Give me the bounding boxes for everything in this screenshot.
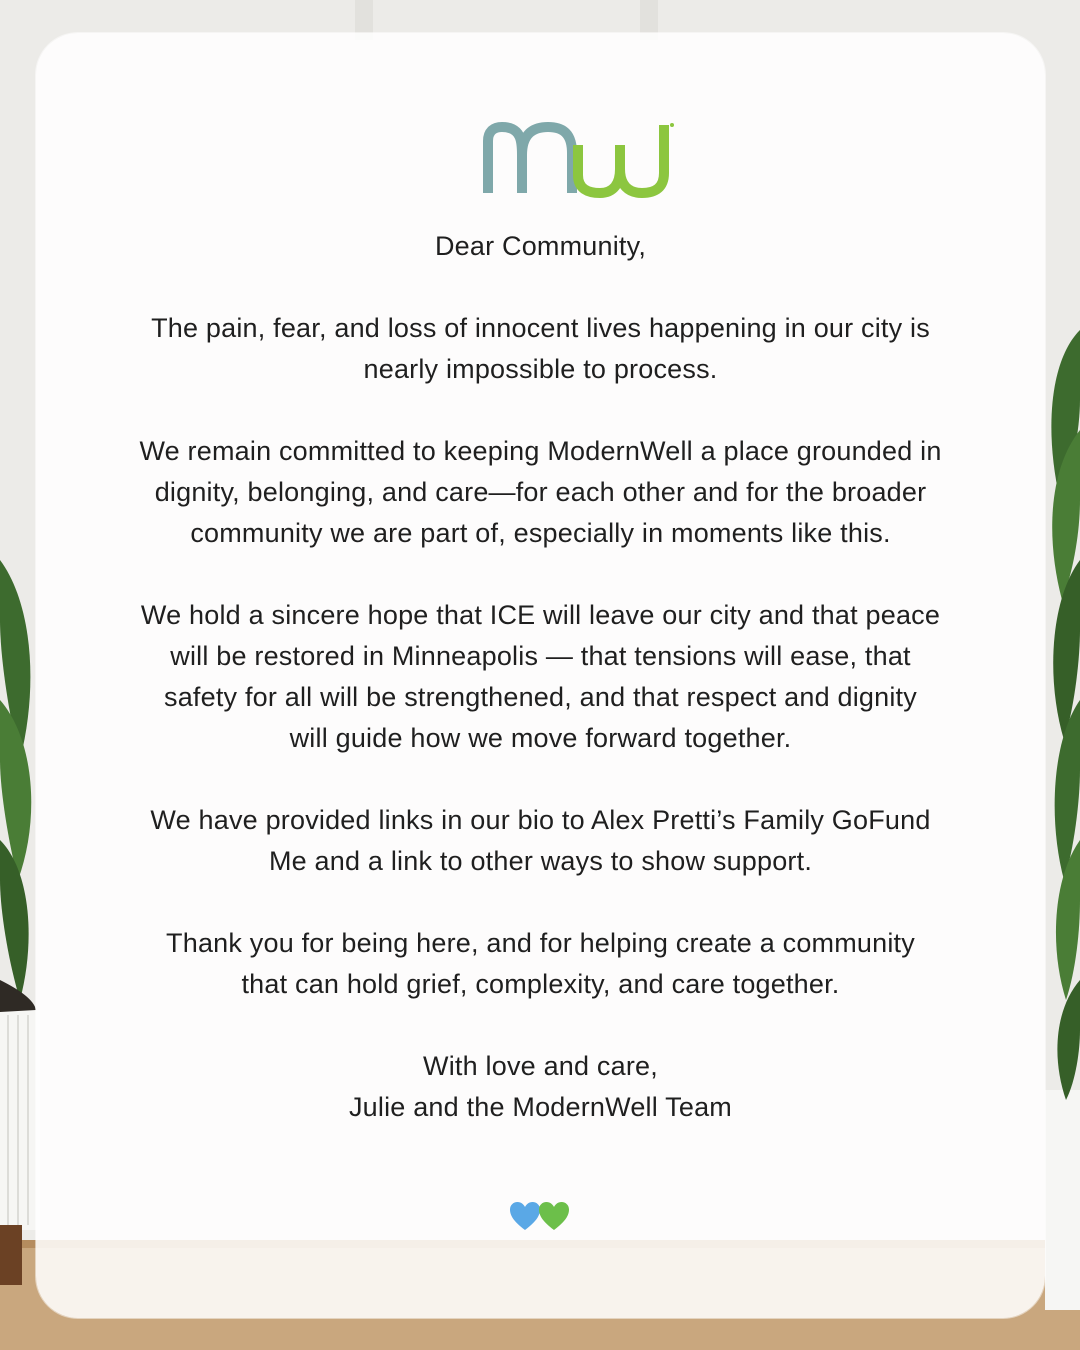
paragraph-5-line-1: Thank you for being here, and for helping create a community: [166, 928, 915, 958]
signature-line: Julie and the ModernWell Team: [348, 1092, 732, 1122]
paragraph-1-line-2: nearly impossible to process.: [363, 354, 718, 384]
sign-off: [36, 1046, 1045, 1128]
paragraph-3-line-3: safety for all will be strengthened, and that respect and dignity: [164, 682, 917, 712]
paragraph-2-line-1: We remain committed to keeping ModernWell a place grounded in: [139, 436, 942, 466]
logo-w-mark: [578, 125, 664, 193]
green-heart-icon: [539, 1202, 569, 1230]
blue-heart-icon: [510, 1202, 540, 1230]
paragraph-4-line-1: We have provided links in our bio to Alex Pretti’s Family GoFund: [150, 805, 931, 835]
paragraph-4: [36, 800, 1045, 882]
logo-m-mark: [488, 127, 572, 193]
paragraph-5: [36, 923, 1045, 1005]
greeting: [36, 226, 1045, 267]
logo-trademark-dot: [670, 123, 674, 127]
greeting-line: Dear Community,: [434, 231, 647, 261]
paragraph-1-line-1: The pain, fear, and loss of innocent lives happening in our city is: [151, 313, 930, 343]
paragraph-gap: [36, 554, 1045, 595]
closing-line: With love and care,: [423, 1051, 658, 1081]
letter-body: [36, 226, 1045, 1128]
hearts: [509, 1200, 573, 1234]
paragraph-gap: [36, 759, 1045, 800]
paragraph-5-line-2: that can hold grief, complexity, and care together.: [241, 969, 840, 999]
paragraph-gap: [36, 390, 1045, 431]
paragraph-3: [36, 595, 1045, 759]
paragraph-3-line-2: will be restored in Minneapolis — that tensions will ease, that: [170, 641, 911, 671]
paragraph-2-line-3: community we are part of, especially in moments like this.: [190, 518, 891, 548]
paragraph-4-line-2: Me and a link to other ways to show support.: [268, 846, 813, 876]
letter-card: [36, 33, 1045, 1318]
paragraph-1: [36, 308, 1045, 390]
paragraph-3-line-4: will guide how we move forward together.: [289, 723, 792, 753]
paragraph-3-line-1: We hold a sincere hope that ICE will leave our city and that peace: [140, 600, 941, 630]
paragraph-gap: [36, 1005, 1045, 1046]
paragraph-2: [36, 431, 1045, 554]
paragraph-gap: [36, 882, 1045, 923]
paragraph-2-line-2: dignity, belonging, and care—for each other and for the broader: [154, 477, 927, 507]
modernwell-logo: [482, 119, 678, 203]
paragraph-gap: [36, 267, 1045, 308]
